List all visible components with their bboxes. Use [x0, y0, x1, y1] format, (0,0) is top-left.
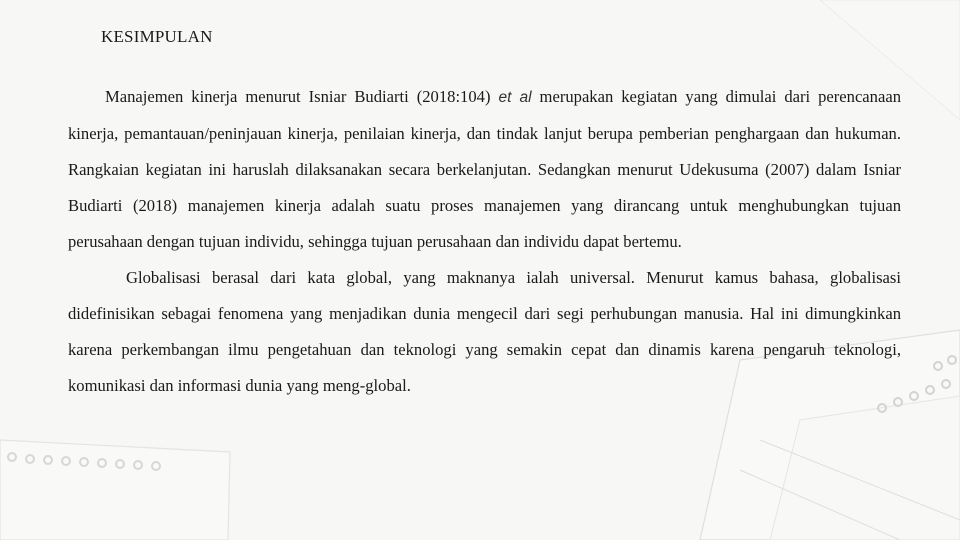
paragraph-globalization: Globalisasi berasal dari kata global, yang maknanya ialah universal. Menurut kamus bahasa, globalisasi didefinisikan sebagai fenomena yang menjadikan dunia mengecil dari segi perhubungan manusia. Hal ini dimungkinkan karena perkembangan ilmu pengetahuan dan teknologi yang semakin cepat dan dinamis karena pengaruh teknologi, komunikasi dan informasi dunia yang meng-global.: [68, 268, 901, 395]
paragraph1-text-end: merupakan kegiatan yang dimulai dari perencanaan kinerja, pemantauan/peninjauan kinerja, penilaian kinerja, dan tindak lanjut berupa pemberian penghargaan dan hukuman. Rangkaian kegiatan ini haruslah dilaksanakan secara berkelanjutan. Sedangkan menurut Udekusuma (2007) dalam Isniar Budiarti (2018) manajemen kinerja adalah suatu proses manajemen yang dirancang untuk menghubungkan tujuan perusahaan dengan tujuan individu, sehingga tujuan perusahaan dan individu dapat bertemu.: [68, 87, 901, 251]
paragraph-performance-management: [68, 79, 901, 260]
slide-title: KESIMPULAN: [101, 27, 213, 46]
slide-body: [68, 79, 901, 404]
paragraph1-text-start: Manajemen kinerja menurut Isniar Budiarti (2018:104): [105, 87, 499, 106]
paragraph1-emphasis: et al: [498, 89, 532, 106]
